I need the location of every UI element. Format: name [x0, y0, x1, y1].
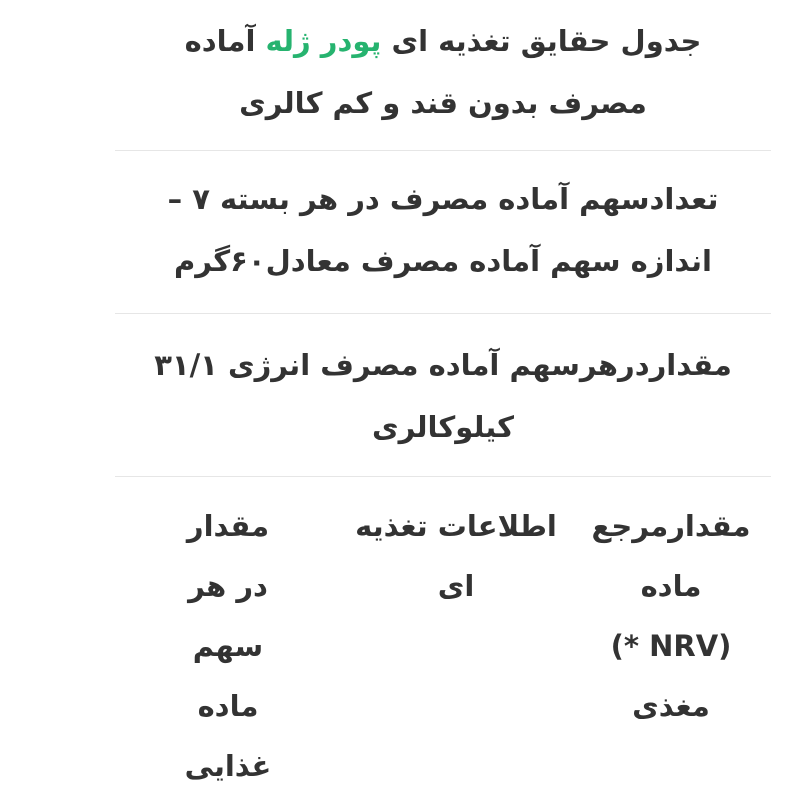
- divider: [115, 476, 771, 477]
- divider: [115, 313, 771, 314]
- title-line-2: مصرف بدون قند و کم کالری: [239, 86, 647, 120]
- header-nutrition-info: [341, 496, 571, 800]
- header-cell-line: سهم: [192, 629, 264, 663]
- page-title: [115, 10, 771, 134]
- energy-info: [115, 334, 771, 458]
- header-cell-line: اطلاعات تغذیه: [355, 509, 557, 543]
- header-cell-line: غذایی: [184, 749, 272, 783]
- energy-line-2: کیلوکالری: [372, 410, 514, 444]
- header-cell-line: مقدار: [186, 509, 270, 543]
- energy-line-1: مقداردرهرسهم آماده مصرف انرژی ۳۱/۱: [154, 348, 732, 382]
- title-line-1: [115, 10, 771, 72]
- header-amount-per-serving: [115, 496, 341, 800]
- divider: [115, 150, 771, 151]
- header-cell-line: ماده: [197, 689, 259, 723]
- header-cell-line: ای: [437, 569, 475, 603]
- header-cell-line: مغذی: [632, 689, 710, 723]
- header-cell-line: ماده: [640, 569, 702, 603]
- servings-info: [115, 168, 771, 292]
- header-cell-line: در هر: [188, 569, 268, 603]
- servings-line-1: تعدادسهم آماده مصرف در هر بسته ۷ –: [167, 182, 719, 216]
- header-cell-line: (NRV *): [610, 629, 732, 663]
- nutrition-table-header: [115, 496, 771, 800]
- title-text-after: آماده: [184, 24, 256, 58]
- header-cell-line: مقدارمرجع: [591, 509, 751, 543]
- title-text-before: جدول حقایق تغذیه ای: [391, 24, 702, 58]
- header-reference-amount: [571, 496, 771, 800]
- servings-line-2: اندازه سهم آماده مصرف معادل۶۰گرم: [173, 244, 712, 278]
- product-link[interactable]: پودر ژله: [265, 24, 382, 58]
